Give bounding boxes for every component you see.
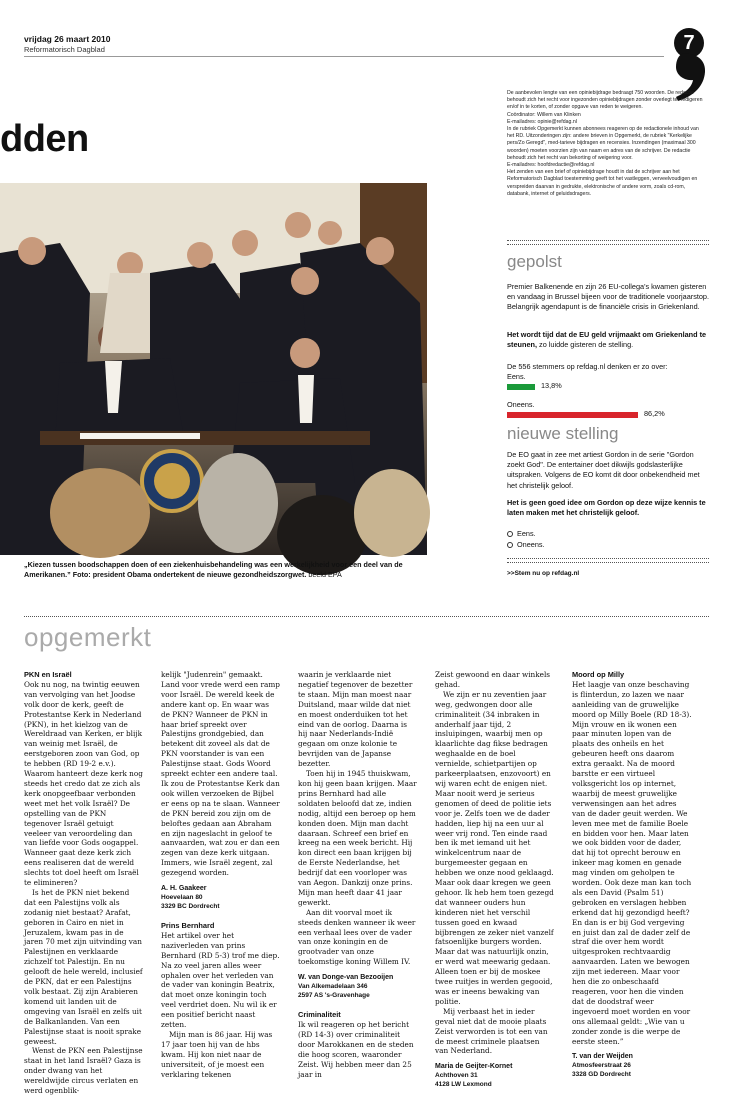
vote-option-yes[interactable] (507, 529, 536, 539)
letter-column-3 (298, 670, 417, 1080)
rubric-text: E-mailadres: hoofdredactie@refdag.nl (507, 162, 595, 169)
poll-divider (507, 240, 709, 241)
letter-address: 4128 LW Lexmond (435, 1081, 492, 1089)
vote-option-no-label: Oneens. (517, 540, 545, 549)
letter-column-2 (161, 670, 280, 1080)
caption-text: „Kiezen tussen boodschappen doen of een ziekenhuisbehandeling was een werkelijkheid voor een deel van de Amerikanen.” Foto: president Obama ondertekent de nieuwe gezondheidszorgwet. (24, 560, 403, 579)
poll-no-label: Oneens. (507, 400, 535, 409)
poll-statement (507, 330, 709, 350)
letter-paragraph: Het laagje van onze beschaving is flinterdun, zo lazen we naar aanleiding van de gruwelijke moord op Milly Boele (RD 18-3). Mijn vrouw en ik wonen een paar minuten lopen van de plaats des onheils en het gebeuren heeft ons daarom extra geraakt. Na de moord barstte er een virtueel volksgericht los op internet, waarbij de meest gruwelijke verwensingen aan het adres van de dader geuit werden. We leven mee met de familie Boele en bidden voor hen. Maar laten we ook bidden voor de dader, dat hij tot oprecht berouw en inkeer mag komen en genade mag vinden om geholpen te worden. Ook deze man kan toch als een David (Psalm 51) gebroken en verslagen hebben erkend dat hij gezondigd heeft? En dan is er bij God vergeving en juist dan zal de dader zelf de straf die over hem wordt uitgesproken rechtvaardig aanvaarden. Laten we bewogen zijn met iedereen. Maar voor hen die zo onbeschaafd reageren, voor hen die vinden dat de doodstraf weer ingevoerd moet worden en voor ons allemaal geldt: „Wie van u zonder zonde is die werpe de eerste steen.” (572, 679, 692, 1046)
letter-paragraph: Het artikel over het naziverleden van prins Bernhard (RD 5-3) trof me diep. Na zo veel jaren alles weer ophalen over het verleden van de vader van koningin Beatrix, dat moet onze koningin toch veel verdriet doen. Nu wil ik er een positief bericht naast zetten. (161, 930, 280, 1030)
letter-paragraph: Ik wil reageren op het bericht (RD 14-3) over criminaliteit door Marokkanen en de steden die hoog scoren, waaronder Zeist. Wij hebben meer dan 25 jaar in (298, 1020, 414, 1079)
letter-paragraph: Mijn man is 86 jaar. Hij was 17 jaar toen hij van de hbs kwam. Hij kon niet naar de universiteit, of je moest een verklaring tekenen (161, 1030, 273, 1079)
section-divider (24, 616, 709, 617)
newspaper-name: Reformatorisch Dagblad (24, 45, 105, 54)
letter-column-4 (435, 670, 554, 1089)
letter-address: Achthoven 31 (435, 1072, 478, 1080)
rubric-text: Het zenden van een brief of opiniebijdrage houdt in dat de schrijver aan het Reformatorisch Dagblad toestemming geeft tot het vastleggen, verveelvoudigen en verspreiden daarvan in gedrukte, elektronische of andere vorm, zoals cd-rom, databank, internet of geluidsdragers. (507, 169, 698, 197)
article-headline: dden (0, 118, 89, 160)
letter-paragraph: kelijk "Judenrein" gemaakt. Land voor vrede werd een ramp voor Israël. De wereld keek de andere kant op. En waar was de PKN? Wanneer de PKN in haar brief spreekt over Palestijns grondgebied, dan betekent dit zoveel als dat de PKN voorstander is van een Palestijnse staat. Gods Woord spreekt echter een andere taal. Ik zou de Protestantse Kerk dan ook willen verzoeken de Bijbel er eens op na te slaan. Wanneer de PKN bereid zou zijn om de beloftes gedaan aan Abraham en zijn nageslacht in geloof te aanvaarden, wat zou er dan een zegen van deze kerk uitgaan. Immers, wie Israël zegent, zal gezegend worden. (161, 670, 280, 878)
vote-option-no[interactable] (507, 540, 545, 550)
rubric-text: In de rubriek Opgemerkt kunnen abonnees reageren op de redactionele inhoud van het RD. Uitzonderingen zijn: andere brieven in Opgemerkt, de rubriek "Kerkelijke pers/Zo Geregd", med-tarieve bijdragen en recensies. Inzendingen (maximaal 300 woorden) moeten voorzien zijn van naam en adres van de schrijver. De redactie behoudt zich het recht van bekorting of weigering voor. (507, 126, 699, 161)
letter-address: Atmosfeerstraat 26 (572, 1062, 631, 1070)
poll-no-value: 86,2% (644, 409, 665, 418)
letter-address: 2597 AS 's-Gravenhage (298, 992, 370, 1000)
letter-title: PKN en Israël (24, 670, 72, 679)
letter-address: 3329 BC Dordrecht (161, 903, 220, 911)
letter-column-5 (572, 670, 692, 1079)
new-statement-text: Het is geen goed idee om Gordon op deze wijze kennis te laten maken met het christelijk geloof. (507, 498, 706, 518)
vote-link[interactable]: >>Stem nu op refdag.nl (507, 570, 580, 577)
letter-paragraph: Is het de PKN niet bekend dat een Palestijns volk als zodanig niet bestaat? Arafat, geboren in Cairo en niet in Jeruzalem, kwam pas in de jaren 70 met zijn uitvinding van Palestijnen en verklaarde zichzelf tot Palestijn. En nu gelooft de hele wereld, inclusief de PKN, dat er een Palestijns volk bestaat. Zij zijn Arabieren komend uit landen uit de omgeving van Israël en zelfs uit de Balkanlanden. Van een Palestijnse staat is nooit sprake geweest. (24, 887, 143, 1046)
new-statement-heading: nieuwe stelling (507, 424, 619, 443)
vote-divider (507, 558, 709, 559)
rubric-text: Coördinator: Willem van Klinken (507, 111, 581, 118)
issue-date: vrijdag 26 maart 2010 (24, 34, 111, 44)
letter-title: Moord op Milly (572, 670, 625, 679)
letter-title: Prins Bernhard (161, 921, 215, 931)
letter-paragraph: Toen hij in 1945 thuiskwam, kon hij geen baan krijgen. Maar prins Bernhard had alle soldaten beloofd dat ze, indien nodig, altijd een beroep op hem konden doen. Mijn man dacht daaraan. Schreef een brief en kreeg na een week bericht. Hij kon direct een baan krijgen bij de Eerste Nederlandse, het bedrijf dat een voorloper was van Aegon. Dankzij onze prins. Mijn man heeft daar 41 jaar gewerkt. (298, 769, 417, 907)
photo-obama-signing (0, 183, 427, 555)
letter-address: Hoevelaan 80 (161, 894, 203, 902)
section-heading-opgemerkt: opgemerkt (24, 622, 152, 652)
photo-credit: beeld EPA (308, 570, 342, 579)
poll-yes-label: Eens. (507, 372, 526, 381)
letter-signature: Maria de Geijter-Kornet (435, 1063, 513, 1071)
vote-option-yes-label: Eens. (517, 529, 536, 538)
letter-paragraph: Mij verbaast het in ieder geval niet dat de mooie plaats Zeist verworden is tot een van de meest criminele plaatsen van Nederland. (435, 1006, 548, 1056)
poll-yes-value: 13,8% (541, 381, 562, 390)
rubric-info (507, 90, 707, 198)
letter-paragraph: Ook nu nog, na twintig eeuwen van vervolging van het Joodse volk door de kerk, geeft de Protestantse Kerk in Nederland (PKN), in het kielzog van de Wereldraad van Kerken, er blijk van weinig met Israël, de eerstgeboren zoon van God, op te hebben (RD 19-2 e.v.). Waarom hanteert deze kerk nog steeds het credo dat ze zich als kerk onopgeefbaar verbonden weet met het volk Israël? De opstelling van de PKN tegenover Israël getuigt veeleer van veroordeling dan van liefde voor Gods oogappel. Wanneer gaat deze kerk zich eens realiseren dat de wereld slechts tot doel heeft om Israël te elimineren? (24, 679, 143, 888)
radio-yes-icon[interactable] (507, 531, 513, 537)
vote-divider (507, 562, 709, 563)
letter-paragraph: Aan dit voorval moet ik steeds denken wanneer ik weer een verhaal lees over de vader van onze koningin en de grootvader van onze toekomstige koning Willem IV. (298, 907, 416, 967)
poll-statement-bold: Het wordt tijd dat de EU geld vrijmaakt om Griekenland te steunen, (507, 330, 707, 350)
letter-paragraph: waarin je verklaarde niet negatief tegenover de bezetter te staan. Mijn man moest naar Duitsland, maar wilde dat niet en moest onderduiken tot het eind van de oorlog. Daarna is hij naar Nederlands-Indië gegaan om onze kolonie te bevrijden van de Japanse bezetter. (298, 670, 413, 769)
radio-no-icon[interactable] (507, 542, 513, 548)
poll-statement-rest: zo luidde gisteren de stelling. (537, 340, 634, 350)
letter-signature: W. van Donge-van Bezooijen (298, 974, 394, 982)
letter-address: 3328 GD Dordrecht (572, 1071, 631, 1079)
poll-heading: gepolst (507, 252, 562, 271)
photo-caption (24, 560, 429, 580)
letter-signature: A. H. Gaakeer (161, 885, 207, 893)
page-number: 7 (674, 28, 704, 58)
poll-divider (507, 244, 709, 245)
letter-paragraph: We zijn er nu zeventien jaar weg, gedwongen door alle criminaliteit (34 inbraken in anderhalf jaar tijd, 2 insluipingen, waarbij men op klaarlichte dag fikse bedragen weghaalde en de boel vernielde, schietpartijen op parkeerplaatsen, enzovoort) en wij waren echt de enigen niet. Maar nooit werd je serieus genomen of deed de politie iets voor je. Zelfs toen we de dader hadden, liep hij na een uur al weer vrij rond. Ten einde raad ben ik met iemand uit het winkelcentrum naar de burgemeester gegaan en hebben we onze nood geklaagd. Maar ook daar kregen we geen gehoor. Ik heb hem toen gezegd dat wanneer ouders hun kinderen niet het verschil tussen goed en kwaad bijbrengen ze zeker niet vanzelf fatsoenlijke burgers worden. Maar dat was natuurlijk onzin, er werd wat meewarig gedaan. Alleen toen er bij de moskee twee ruitjes in werden gegooid, was er ineens bewaking van politie. (435, 689, 554, 1006)
letter-column-1 (24, 670, 143, 1096)
poll-yes-bar (507, 384, 535, 390)
rubric-text: E-mailadres: opinie@refdag.nl (507, 118, 577, 125)
poll-no-bar (507, 412, 638, 418)
header-divider (24, 56, 664, 57)
poll-voters: De 556 stemmers op refdag.nl denken er zo over: (507, 362, 668, 371)
poll-intro: Premier Balkenende en zijn 26 EU-collega's kwamen gisteren en vandaag in Brussel bijeen voor de traditionele voorjaarstop. Belangrijk agendapunt is de financiële crisis in Griekenland. (507, 282, 710, 312)
rubric-text: De aanbevolen lengte van een opiniebijdrage bedraagt 750 woorden. De redactie behoudt zich het recht voor ingezonden opiniebijdragen zonder overlegt ter redigeren en/of in te korten, of zonder opgave van reden te weigeren. (507, 90, 703, 111)
letter-title: Criminaliteit (298, 1010, 341, 1020)
news-photo (0, 183, 427, 555)
letter-signature: T. van der Weijden (572, 1053, 633, 1061)
letter-paragraph: Zeist gewoond en daar winkels gehad. (435, 670, 551, 689)
letter-address: Van Alkemadelaan 346 (298, 983, 368, 991)
letter-paragraph: Wenst de PKN een Palestijnse staat in het land Israël? Gaza is onder dwang van het wereldwijde circus verlaten en werd ogenblik- (24, 1046, 143, 1096)
new-statement-intro: De EO gaat in zee met artiest Gordon in de serie "Gordon zoekt God". De entertainer doet dikwijls godslasterlijke uitspraken. Volgens de EO komt dit door onbekendheid met het christelijk geloof. (507, 450, 700, 490)
